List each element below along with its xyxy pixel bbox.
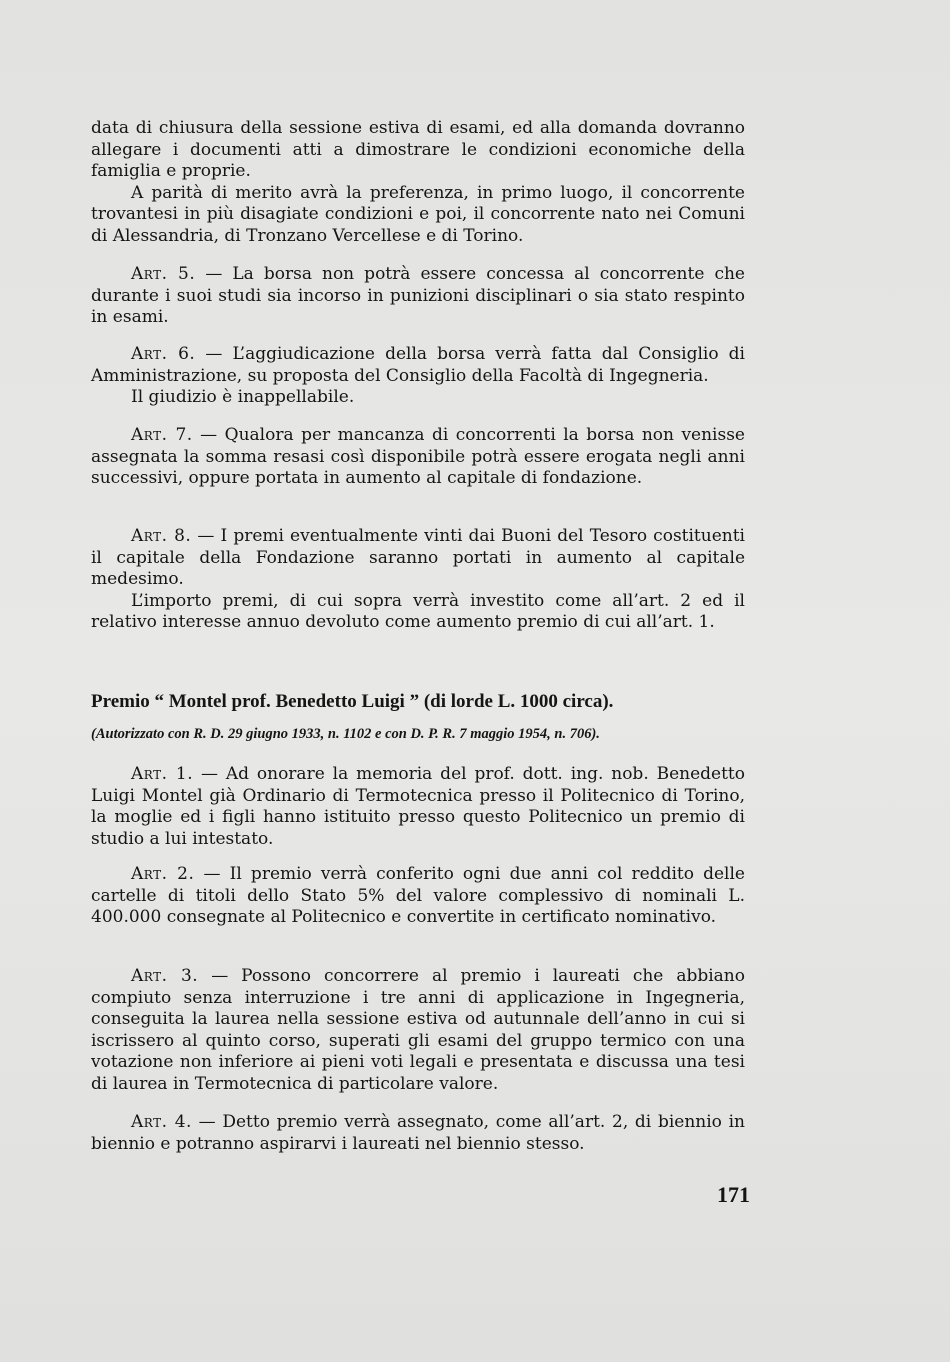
article-label: Art. 2. (131, 864, 195, 884)
page-number: 171 (717, 1182, 750, 1207)
article-7 (91, 425, 745, 490)
article-label: Art. 6. (131, 344, 196, 364)
article-5 (91, 264, 745, 329)
article-text: — La borsa non potrà essere concessa al concorrente che durante i suoi studi sia incorso in punizioni disciplinari o sia stato respinto in esami. (91, 264, 745, 328)
article-label: Art. 4. (131, 1112, 192, 1132)
article-label: Art. 3. (131, 966, 199, 986)
article-text: — Qualora per mancanza di concorrenti la borsa non venisse assegnata la somma resasi così disponibile potrà essere erogata negli anni successivi, oppure portata in aumento al capitale di fondazione. (91, 425, 745, 489)
premio-article-2 (91, 864, 745, 929)
article-8 (91, 526, 745, 634)
article-text: — Detto premio verrà assegnato, come all’art. 2, di biennio in biennio e potranno aspirarvi i laureati nel biennio stesso. (91, 1112, 745, 1154)
article-text: — I premi eventualmente vinti dai Buoni del Tesoro costituenti il capitale della Fondazione saranno portati in aumento al capitale medesimo. (91, 526, 745, 590)
premio-article-1 (91, 764, 745, 850)
article-text: — L’aggiudicazione della borsa verrà fatta dal Consiglio di Amministrazione, su proposta del Consiglio della Facoltà di Ingegneria. (91, 344, 745, 386)
article-label: Art. 5. (131, 264, 196, 284)
premio-title: Premio “ Montel prof. Benedetto Luigi ” (di lorde L. 1000 circa). (91, 691, 614, 712)
article-text-2: L’importo premi, di cui sopra verrà investito come all’art. 2 ed il relativo interesse annuo devoluto come aumento premio di cui all’art. 1. (91, 590, 745, 633)
article-text: — Il premio verrà conferito ogni due anni col reddito delle cartelle di titoli dello Stato 5% del valore complessivo di nominali L. 400.000 consegnate al Politecnico e convertite in certificato nominativo. (91, 864, 745, 928)
premio-header (91, 690, 745, 744)
premio-article-4 (91, 1112, 745, 1155)
article-label: Art. 7. (131, 425, 193, 445)
article-text-2: Il giudizio è inappellabile. (131, 387, 355, 408)
article-label: Art. 8. (131, 526, 192, 546)
paragraph-continuation: data di chiusura della sessione estiva di esami, ed alla domanda dovranno allegare i documenti atti a dimostrare le condizioni economiche della famiglia e proprie. (91, 118, 745, 182)
premio-subtitle: (Autorizzato con R. D. 29 giugno 1933, n. 1102 e con D. P. R. 7 maggio 1954, n. 706). (91, 726, 600, 742)
article-6 (91, 344, 745, 409)
premio-article-3 (91, 966, 745, 1096)
paragraph-preference: A parità di merito avrà la preferenza, in primo luogo, il concorrente trovantesi in più disagiate condizioni e poi, il concorrente nato nei Comuni di Alessandria, di Tronzano Vercellese e di Torino. (91, 182, 745, 246)
article-text: — Possono concorrere al premio i laureati che abbiano compiuto senza interruzione i tre anni di applicazione in Ingegneria, conseguita la laurea nella sessione estiva od autunnale dell’anno in cui si iscrissero al quinto corso, superati gli esami del gruppo termico con una votazione non inferiore ai pieni voti legali e presentata e discussa una tesi di laurea in Termotecnica di particolare valore. (91, 966, 745, 1094)
article-text: — Ad onorare la memoria del prof. dott. ing. nob. Benedetto Luigi Montel già Ordinario di Termotecnica presso il Politecnico di Torino, la moglie ed i figli hanno istituito presso questo Politecnico un premio di studio a lui intestato. (91, 764, 745, 849)
text-block-top (91, 118, 745, 248)
article-label: Art. 1. (131, 764, 194, 784)
